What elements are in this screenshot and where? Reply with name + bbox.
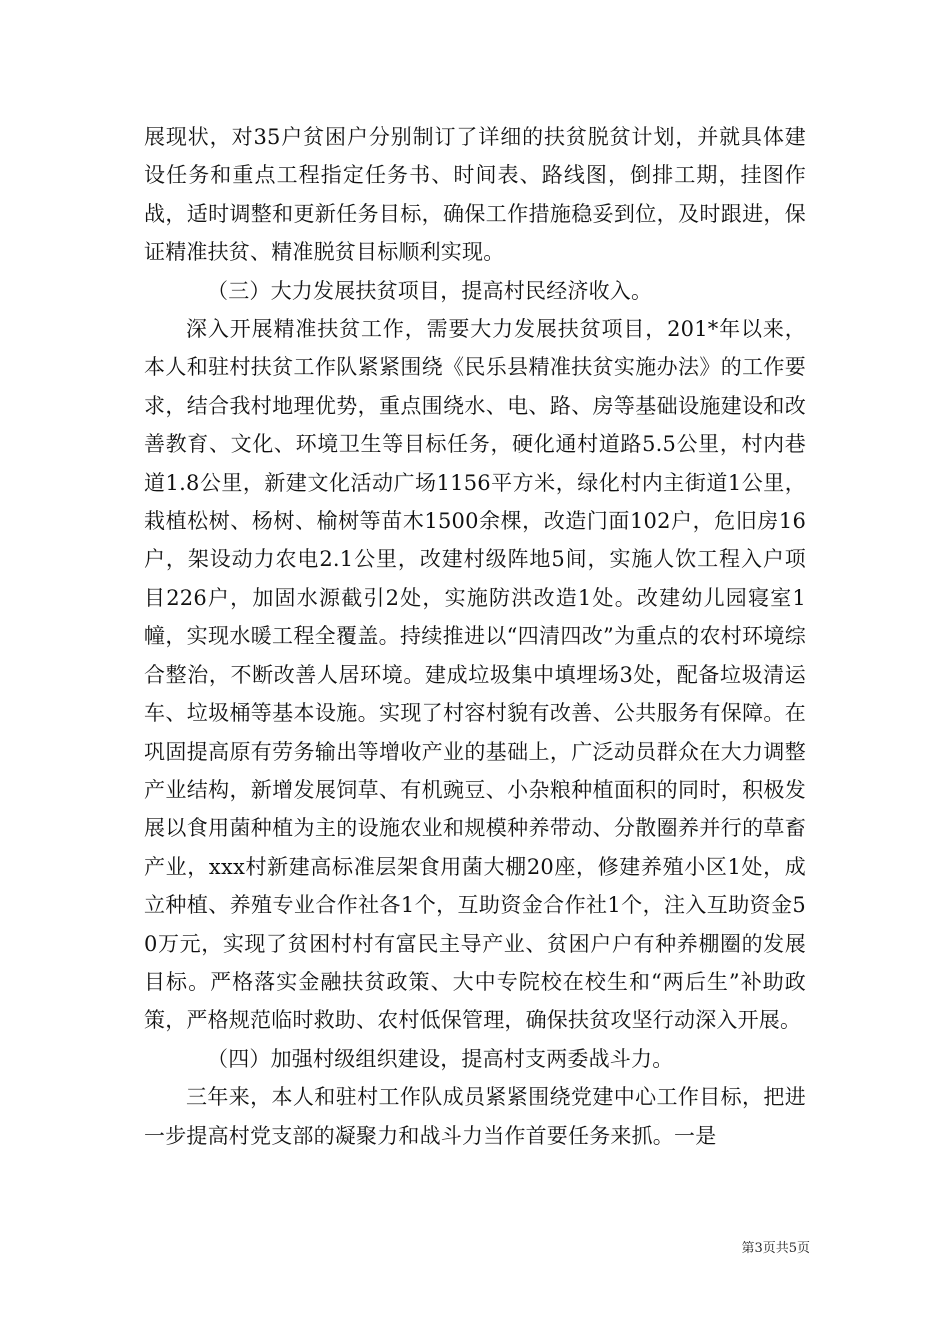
document-body — [144, 118, 806, 1155]
paragraph-poverty-projects: 深入开展精准扶贫工作，需要大力发展扶贫项目，201*年以来，本人和驻村扶贫工作队紧紧围绕《民乐县精准扶贫实施办法》的工作要求，结合我村地理优势，重点围绕水、电、路、房等基础设施建设和改善教育、文化、环境卫生等目标任务，硬化通村道路5.5公里，村内巷道1.8公里，新建文化活动广场1156平方米，绿化村内主街道1公里，栽植松树、杨树、榆树等苗木1500余棵，改造门面102户，危旧房16户，架设动力农电2.1公里，改建村级阵地5间，实施人饮工程入户项目226户，加固水源截引2处，实施防洪改造1处。改建幼儿园寝室1幢，实现水暖工程全覆盖。持续推进以“四清四改”为重点的农村环境综合整治，不断改善人居环境。建成垃圾集中填埋场3处，配备垃圾清运车、垃圾桶等基本设施。实现了村容村貌有改善、公共服务有保障。在巩固提高原有劳务输出等增收产业的基础上，广泛动员群众在大力调整产业结构，新增发展饲草、有机豌豆、小杂粮种植面积的同时，积极发展以食用菌种植为主的设施农业和规模种养带动、分散圈养并行的草畜产业，xxx村新建高标准层架食用菌大棚20座，修建养殖小区1处，成立种植、养殖专业合作社各1个，互助资金合作社1个，注入互助资金50万元，实现了贫困村村有富民主导产业、贫困户户有种养棚圈的发展目标。严格落实金融扶贫政策、大中专院校在校生和“两后生”补助政策，严格规范临时救助、农村低保管理，确保扶贫攻坚行动深入开展。 — [144, 317, 806, 1033]
section-heading-3: （三）大力发展扶贫项目，提高村民经济收入。 — [207, 278, 653, 303]
paragraph-party-building: 三年来，本人和驻村工作队成员紧紧围绕党建中心工作目标，把进一步提高村党支部的凝聚力和战斗力当作首要任务来抓。一是 — [144, 1085, 806, 1148]
section-heading-4: （四）加强村级组织建设，提高村支两委战斗力。 — [207, 1046, 674, 1071]
paragraph-continuation: 展现状，对35户贫困户分别制订了详细的扶贫脱贫计划，并就具体建设任务和重点工程指定任务书、时间表、路线图，倒排工期，挂图作战，适时调整和更新任务目标，确保工作措施稳妥到位，及时跟进，保证精准扶贫、精准脱贫目标顺利实现。 — [144, 125, 806, 265]
page-indicator: 第3页共5页 — [741, 1241, 810, 1256]
